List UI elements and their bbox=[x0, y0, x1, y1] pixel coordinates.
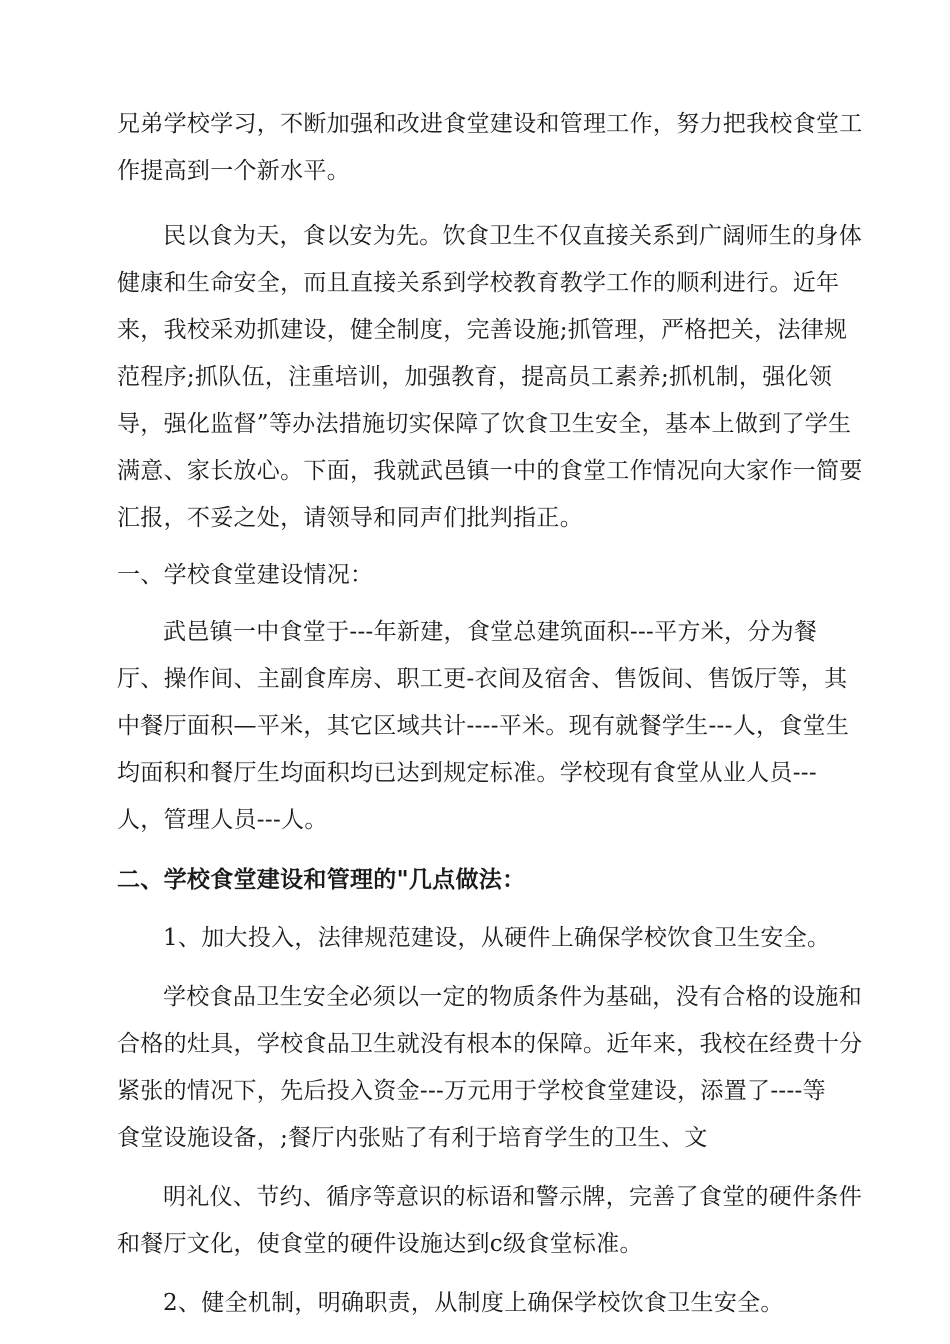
document-body bbox=[117, 101, 863, 1327]
text-line: 健康和生命安全，而且直接关系到学校教育教学工作的顺利进行。近年 bbox=[117, 270, 840, 296]
paragraph-food-safety bbox=[117, 213, 863, 542]
section-heading-construction bbox=[117, 552, 833, 599]
paragraph-material-conditions bbox=[117, 974, 863, 1162]
text-line: 1、加大投入，法律规范建设，从硬件上确保学校饮食卫生安全。 bbox=[163, 925, 831, 951]
text-line: 民以食为天，食以安为先。饮食卫生不仅直接关系到广阔师生的身体 bbox=[163, 223, 862, 249]
paragraph-canteen-construction bbox=[117, 609, 850, 844]
text-line: 合格的灶具，学校食品卫生就没有根本的保障。近年来，我校在经费十分 bbox=[117, 1031, 863, 1057]
text-line: 二、学校食堂建设和管理的"几点做法： bbox=[117, 866, 526, 893]
text-line: 满意、家长放心。下面，我就武邑镇一中的食堂工作情况向大家作一简要 bbox=[117, 458, 863, 484]
text-line: 一、学校食堂建设情况： bbox=[117, 562, 374, 588]
text-line: 来，我校采劝抓建设，健全制度，完善设施;抓管理，严格把关，法律规 bbox=[117, 317, 848, 343]
paragraph-intro-continuation bbox=[117, 101, 863, 195]
text-line: 武邑镇一中食堂于---年新建，食堂总建筑面积---平方米，分为餐 bbox=[163, 619, 818, 645]
text-line: 紧张的情况下，先后投入资金---万元用于学校食堂建设，添置了----等 bbox=[117, 1078, 826, 1104]
text-line: 明礼仪、节约、循序等意识的标语和警示牌，完善了食堂的硬件条件 bbox=[163, 1184, 862, 1210]
text-line: 人，管理人员---人。 bbox=[117, 807, 328, 833]
text-line: 均面积和餐厅生均面积均已达到规定标准。学校现有食堂从业人员--- bbox=[117, 760, 817, 786]
text-line: 厅、操作间、主副食库房、职工更-衣间及宿舍、售饭间、售饭厅等，其 bbox=[117, 666, 848, 692]
text-line: 学校食品卫生安全必须以一定的物质条件为基础，没有合格的设施和 bbox=[163, 984, 862, 1010]
text-line: 和餐厅文化，使食堂的硬件设施达到c级食堂标准。 bbox=[117, 1231, 643, 1257]
list-item-mechanism bbox=[117, 1280, 833, 1327]
text-line: 范程序;抓队伍，注重培训，加强教育，提高员工素养;抓机制，强化领 bbox=[117, 364, 833, 390]
list-item-investment bbox=[117, 915, 833, 962]
text-line: 2、健全机制，明确职责，从制度上确保学校饮食卫生安全。 bbox=[163, 1290, 784, 1316]
text-line: 中餐厅面积—平米，其它区域共计----平米。现有就餐学生---人，食堂生 bbox=[117, 713, 850, 739]
paragraph-dining-culture bbox=[117, 1174, 862, 1268]
text-line: 食堂设施设备，;餐厅内张贴了有利于培育学生的卫生、文 bbox=[117, 1125, 708, 1151]
text-line: 兄弟学校学习，不断加强和改进食堂建设和管理工作，努力把我校食堂工 bbox=[117, 111, 863, 137]
text-line: 作提高到一个新水平。 bbox=[117, 158, 350, 184]
text-line: 导，强化监督”等办法措施切实保障了饮食卫生安全，基本上做到了学生 bbox=[117, 411, 852, 437]
text-line: 汇报，不妥之处，请领导和同声们批判指正。 bbox=[117, 505, 583, 531]
section-heading-practices bbox=[117, 856, 833, 903]
